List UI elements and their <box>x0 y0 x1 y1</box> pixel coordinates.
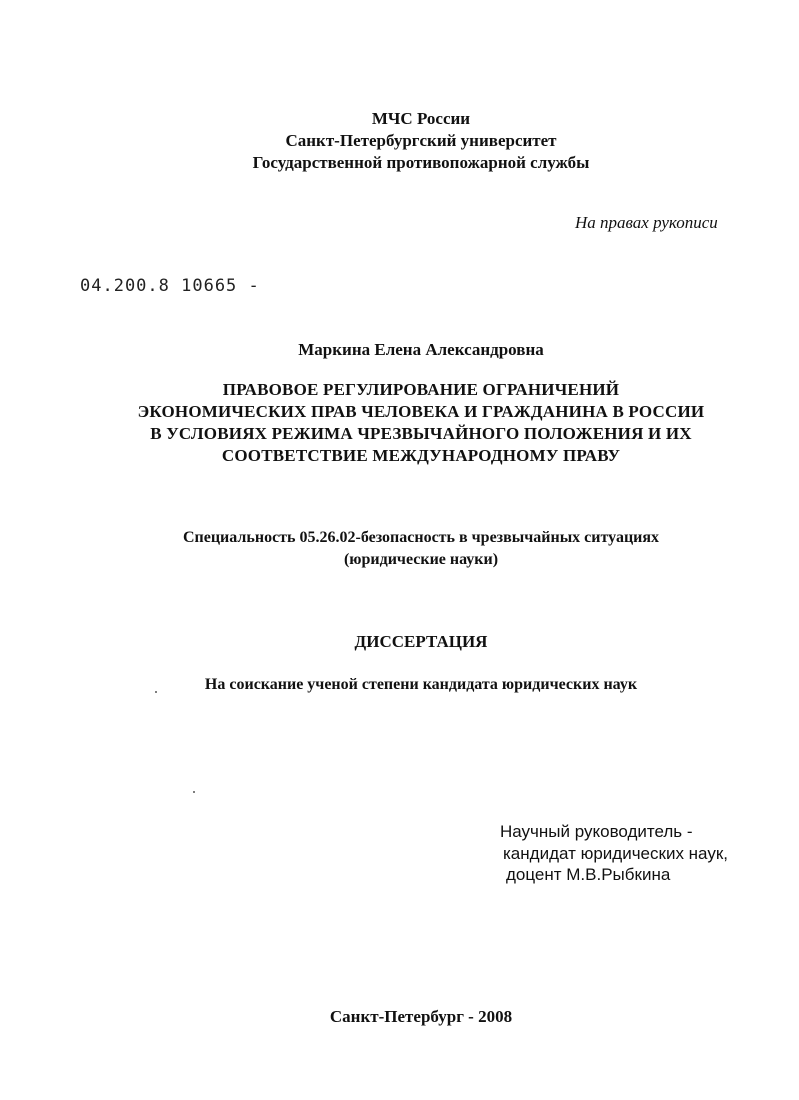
supervisor-line-2: кандидат юридических наук, <box>503 844 728 863</box>
document-type: ДИССЕРТАЦИЯ <box>354 632 488 651</box>
header-university: Санкт-Петербургский университет <box>285 131 557 150</box>
specialty-line-1: Специальность 05.26.02-безопасность в чрезвычайных ситуациях <box>182 529 660 546</box>
title-line-3: В УСЛОВИЯХ РЕЖИМА ЧРЕЗВЫЧАЙНОГО ПОЛОЖЕНИЯ И ИХ <box>150 424 692 443</box>
registration-code: 04.200.8 10665 - <box>80 276 260 296</box>
degree-line: На соискание ученой степени кандидата юридических наук <box>204 676 638 693</box>
specialty-line-2: (юридические науки) <box>343 551 499 568</box>
header-ministry: МЧС России <box>371 109 471 128</box>
title-line-2: ЭКОНОМИЧЕСКИХ ПРАВ ЧЕЛОВЕКА И ГРАЖДАНИНА В РОССИИ <box>137 402 705 421</box>
scan-speck <box>193 791 195 793</box>
supervisor-line-3: доцент М.В.Рыбкина <box>506 865 671 884</box>
title-line-4: СООТВЕТСТВИЕ МЕЖДУНАРОДНОМУ ПРАВУ <box>221 446 621 465</box>
supervisor-line-1: Научный руководитель - <box>500 822 693 841</box>
scan-speck <box>155 691 157 693</box>
city-year: Санкт-Петербург - 2008 <box>329 1007 513 1026</box>
manuscript-note: На правах рукописи <box>575 213 718 232</box>
title-line-1: ПРАВОВОЕ РЕГУЛИРОВАНИЕ ОГРАНИЧЕНИЙ <box>222 380 620 399</box>
header-service: Государственной противопожарной службы <box>252 153 590 172</box>
author-name: Маркина Елена Александровна <box>298 340 544 359</box>
